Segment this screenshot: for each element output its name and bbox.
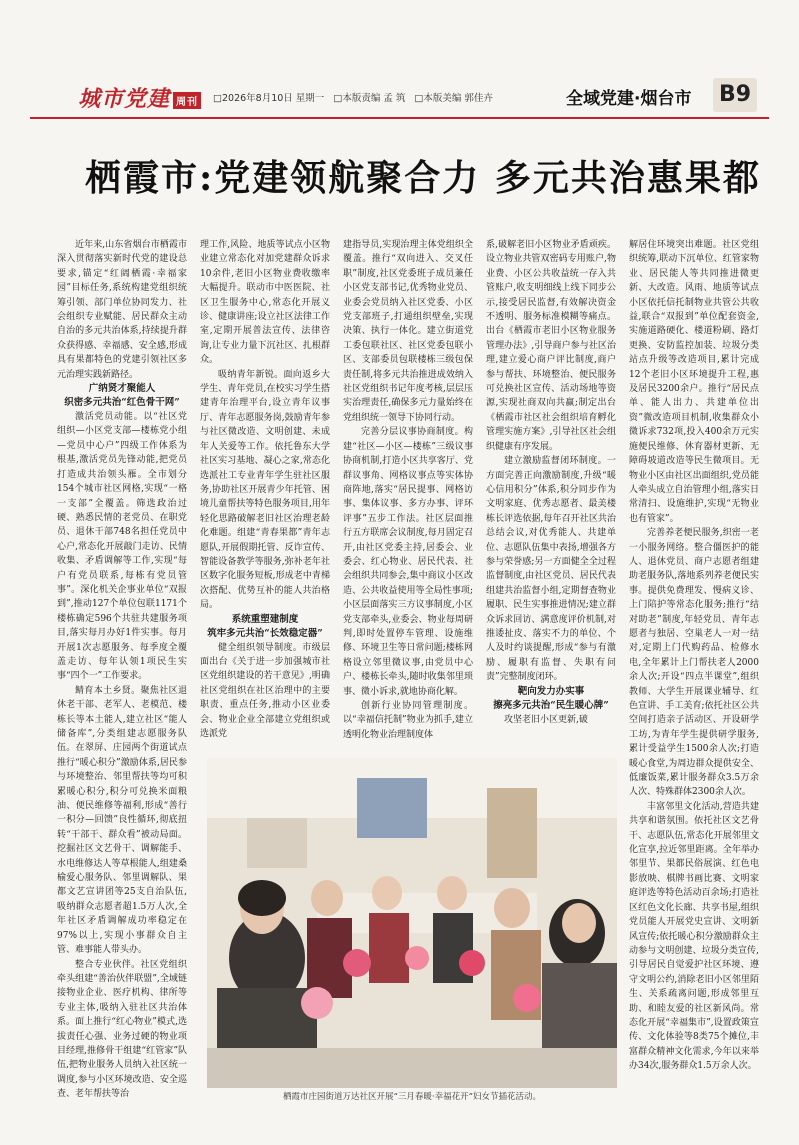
paragraph: 丰富邻里文化活动,营造共建共享和谐氛围。依托社区文艺骨干、志愿队伍,常态化开展邻里文化宣享,拉近邻里距离。全年举办邻里节、果都民俗展演、红色电影放映、棋牌书画比赛、文明家庭评选等特色活动百余场;打造社区红色文化长廊、共享书屋,组织党员能人开展党史宣讲、文明新风宣传;依托暖心积分激励群众主动参与文明创建、垃圾分类宣传,引导居民自觉爱护社区环境、遵守文明公约,消除老旧小区邻里陌生、关系疏离问题,形成邻里互助、和睦友爱的社区新风尚。常态化开展“幸福集市”,设置政策宣传、文化体验等8类75个摊位,丰富群众精神文化需求,今年以来举办34次,服务群众1.5万余人次。 <box>629 801 759 1072</box>
paragraph: 系,破解老旧小区物业矛盾顽疾。设立物业共管双密码专用账户,物业费、小区公共收益统一存入共管账户,收支明细线上线下同步公示,接受居民监督,有效解决资金不透明、服务标准模糊等痛点。出台《栖霞市老旧小区物业服务管理办法》,引导商户参与社区治理,建立爱心商户评比制度,商户参与帮扶、环境整治、便民服务可兑换社区宣传、活动场地等资源,实现社商双向共赢;制定出台《栖霞市社区社会组织培育孵化管理实施方案》,引导社区社会组织健康有序发展。 <box>486 240 616 452</box>
paragraph: 吸纳青年新锐。面向返乡大学生、青年党员,在校实习学生搭建青年治理平台,设立青年议事厅、青年志愿服务岗,鼓励青年参与社区微改造、文明创建、未成年人关爱等工作。依托鲁东大学社区实习基地、凝心之家,常态化选派社工专业青年学生驻社区服务,协助社区开展青少年托管、困境儿童帮扶等特色服务项目,用年轻化思路破解老旧社区治理老龄化难题。组建“青春果都”青年志愿队,开展假期托管、反诈宣传、智能设备教学等服务,弥补老年社区数字化服务短板,形成老中青梯次搭配、优势互补的能人共治格局。 <box>200 369 330 611</box>
flower-arranging-photo <box>207 758 617 1088</box>
paragraph: 完善养老便民服务,织密一老一小服务网络。整合僵医护的能人、退休党员、商户志愿者组建助老服务队,落地系列养老便民实事。提供免费理发、慢病义诊、上门陪护等常态化服务;推行“结对助老”制度,年轻党员、青年志愿者与独居、空巢老人一对一结对,定期上门代购药品、检修水电,全年累计上门帮扶老人2000余人次;开设“四点半课堂”,组织教师、大学生开展课业辅导、红色宣讲、手工美育;依托社区公共空间打造亲子活动区、开设研学工坊,为青年学生提供研学服务,累计受益学生1500余人次;打造暖心食堂,为周边群众提供安全、低廉饭菜,累计服务群众3.5万余人次、特殊群体2300余人次。 <box>629 528 759 798</box>
subheading-1: 广纳贤才聚能人 织密多元共治“红色骨干网” <box>64 383 180 409</box>
article-column-4 <box>486 238 616 758</box>
page-number: B9 <box>713 78 757 112</box>
photo-caption: 栖霞市庄园街道万达社区开展“三月春暖·幸福花开”妇女节插花活动。 <box>283 1092 541 1102</box>
newspaper-logo <box>78 82 201 113</box>
logo-tag: 周刊 <box>173 92 201 109</box>
paragraph: 解居住环境突出难题。社区党组织统筹,联动下沉单位、红管家物业、居民能人等共同推进微更新、大改造。风雨、地质等试点小区依托信托制物业共管公共收益,联合“双报到”单位配套资金,实施道路硬化、楼道粉刷、路灯更换、安防监控加装、垃圾分类站点升级等改造项目,累计完成12个老旧小区环境提升工程,惠及居民3200余户。推行“居民点单、能人出力、共建单位出资”微改造项目机制,收集群众小微诉求732项,投入400余万元实施便民维修、休育器材更新、无障碍坡道改造等民生微项目。无物业小区由社区出面组织,党员能人牵头成立自治管理小组,落实日常清扫、设施维护,实现“无物业也有管家”。 <box>629 240 759 524</box>
headline: 栖霞市:党建领航聚合力 多元共治惠果都 <box>85 157 761 199</box>
masthead <box>0 0 799 120</box>
page-editor: □本版责编 孟 筑 <box>333 93 406 104</box>
article-column-1 <box>57 238 187 1128</box>
article-column-3 <box>343 238 473 758</box>
logo-text: 城市党建 <box>78 86 171 112</box>
article-column-5 <box>629 238 759 1128</box>
paragraph: 理工作,风险、地质等试点小区物业建立常态化对加党建群众诉求10余件,老旧小区物业费收缴率大幅提升。联动市中医医院、社区卫生服务中心,常态化开展义诊、健康讲座;设立社区法律工作室,定期开展普法宣传、法律咨询,让专业力量下沉社区、扎根群众。 <box>200 240 330 366</box>
issue-meta <box>213 90 499 104</box>
paragraph: 健全组织领导制度。市级层面出台《关于进一步加强城市社区党组织建设的若干意见》,明确社区党组织在社区治理中的主要职责、重点任务,推动小区业委会、物业企业全部建立党组织或选派党 <box>200 642 330 739</box>
paragraph: 鲭育本土乡贤。聚焦社区退休老干部、老军人、老模范、楼栋长等本土能人,建立社区“能人储备库”,分类组建志愿服务队伍。在翠屏、庄园两个街道试点推行“暖心积分”激励体系,居民参与环境整治、邻里帮扶等均可积累暖心积分,积分可兑换米面粮油、便民维修等福利,形成“善行一积分—回馈”良性循环,彻底扭转“干部干、群众看”被动局面。挖掘社区文艺骨干、调解能手、水电维修达人等草根能人,组建桑榆爱心服务队、邻里调解队、果都文艺宣讲团等25支自治队伍,吸纳群众志愿者超1.5万人次,全年社区矛盾调解成功率稳定在97%以上,实现小事群众自主管、难事能人带头办。 <box>57 685 187 956</box>
paragraph: 攻坚老旧小区更新,破 <box>504 714 588 725</box>
news-photo <box>207 758 617 1088</box>
article-column-2 <box>200 238 330 758</box>
masthead-rule <box>30 117 769 119</box>
subheading-3: 靶向发力办实事 擦亮多元共治“民生暖心牌” <box>493 685 609 711</box>
issue-date: □2026年8月10日 星期一 <box>213 93 325 104</box>
paragraph: 整合专业伙伴。社区党组织牵头组建“善治伙伴联盟”,全域链接物业企业、医疗机构、律所等专业主体,吸纳入驻社区共治体系。面上推行“红心物业”模式,选拔责任心强、业务过硬的物业项目经理,推修骨干组建“红管家”队伍,把物业服务人员纳入社区统一调度,参与小区环境改造、安全巡查、老年帮扶等治 <box>57 959 187 1100</box>
page-designer: □本版美编 郭佳卉 <box>414 93 493 104</box>
paragraph: 创新行业协同管理制度。以“幸福信托制”物业为抓手,建立透明化物业治理制度体 <box>343 701 473 740</box>
paragraph: 建立激励监督闭环制度。一方面完善正向激励制度,升级“暖心信用积分”体系,积分同步作为文明家庭、优秀志愿者、最美楼栋长评选依据,每年召开社区共治总结会议,对优秀能人、共建单位、志愿队伍集中表扬,增强各方参与荣誉感;另一方面健全全过程监督制度,由社区党员、居民代表组建共治监督小组,定期督查物业履职、民生实事推进情况;建立群众诉求回访、满意度评价机制,对推诿扯皮、落实不力的单位、个人及时约谈提醒,形成“参与有激励、履职有监督、失职有问责”完整制度闭环。 <box>486 456 616 683</box>
subheading-2: 系统重塑建制度 筑牢多元共治“长效稳定器” <box>207 613 323 639</box>
paragraph: 完善分层议事协商制度。构建“社区—小区—楼栋”三级议事协商机制,打造小区共享客厅、党群议事角、网格议事点等实体协商阵地,落实“居民提事、网格访事、集体议事、多方办事、评环评事”五步工作法。社区层面推行五方联席会议制度,每月固定召开,由社区党委主持,居委会、业委会、红心物业、居民代表、社会组织共同参会,集中商议小区改造、公共收益使用等全局性事项;小区层面落实三方议事制度,小区党支部牵头,业委会、物业每周研判,即时处置停车管理、设施维修、环境卫生等日常问题;楼栋网格设立邻里微议事,由党员中心户、楼栋长牵头,随时收集邻里琐事、微小诉求,就地协商化解。 <box>343 427 473 697</box>
section-title: 全域党建·烟台市 <box>566 89 692 109</box>
paragraph: 建指导员,实现治理主体党组织全覆盖。推行“双向进入、交叉任职”制度,社区党委班子成员兼任小区党支部书记,优秀物业党员、业委会党员纳入社区党委、小区党支部班子,打通组织壁垒,实现决策、执行一体化。建立街道党工委包联社区、社区党委包联小区、支部委员包联楼栋三级包保责任制,将多元共治推进成效纳入社区党组织书记年度考核,层层压实治理责任,确保多元力量始终在党组织统一领导下协同行动。 <box>343 240 473 423</box>
paragraph: 激活党员动能。以“社区党组织—小区党支部—楼栋党小组—党员中心户”四级工作体系为根基,激活党员先锋动能,把党员打造成共治领头雁。全市划分154个城市社区网格,实现“一格一支部”全覆盖。筛选政治过硬、熟悉民情的老党员、在职党员、退休干部748名担任党员中心户,常态化开展敲门走访、民情收集、矛盾调解等工作,实现“每户有党员联系,每栋有党员管事”。深化机关企事业单位“双报到”,推动127个单位包联1171个楼栋确定596个共驻共建服务项目,落实每月办好1件实事。每月开展1次志愿服务、每季度全覆盖走访、每年认领1项民生实事“四个一”工作要求。 <box>57 412 187 682</box>
intro-paragraph: 近年来,山东省烟台市栖霞市深入贯彻落实新时代党的建设总要求,锚定“红阔栖霞·幸福家园”目标任务,系统构建党组织统筹引领、部门单位协同发力、社会组织专业赋能、居民群众主动自治的多元共治体系,持续提升群众获得感、幸福感、安全感,形成具有果都特色的党建引领社区多元治理实践新路径。 <box>57 240 187 380</box>
